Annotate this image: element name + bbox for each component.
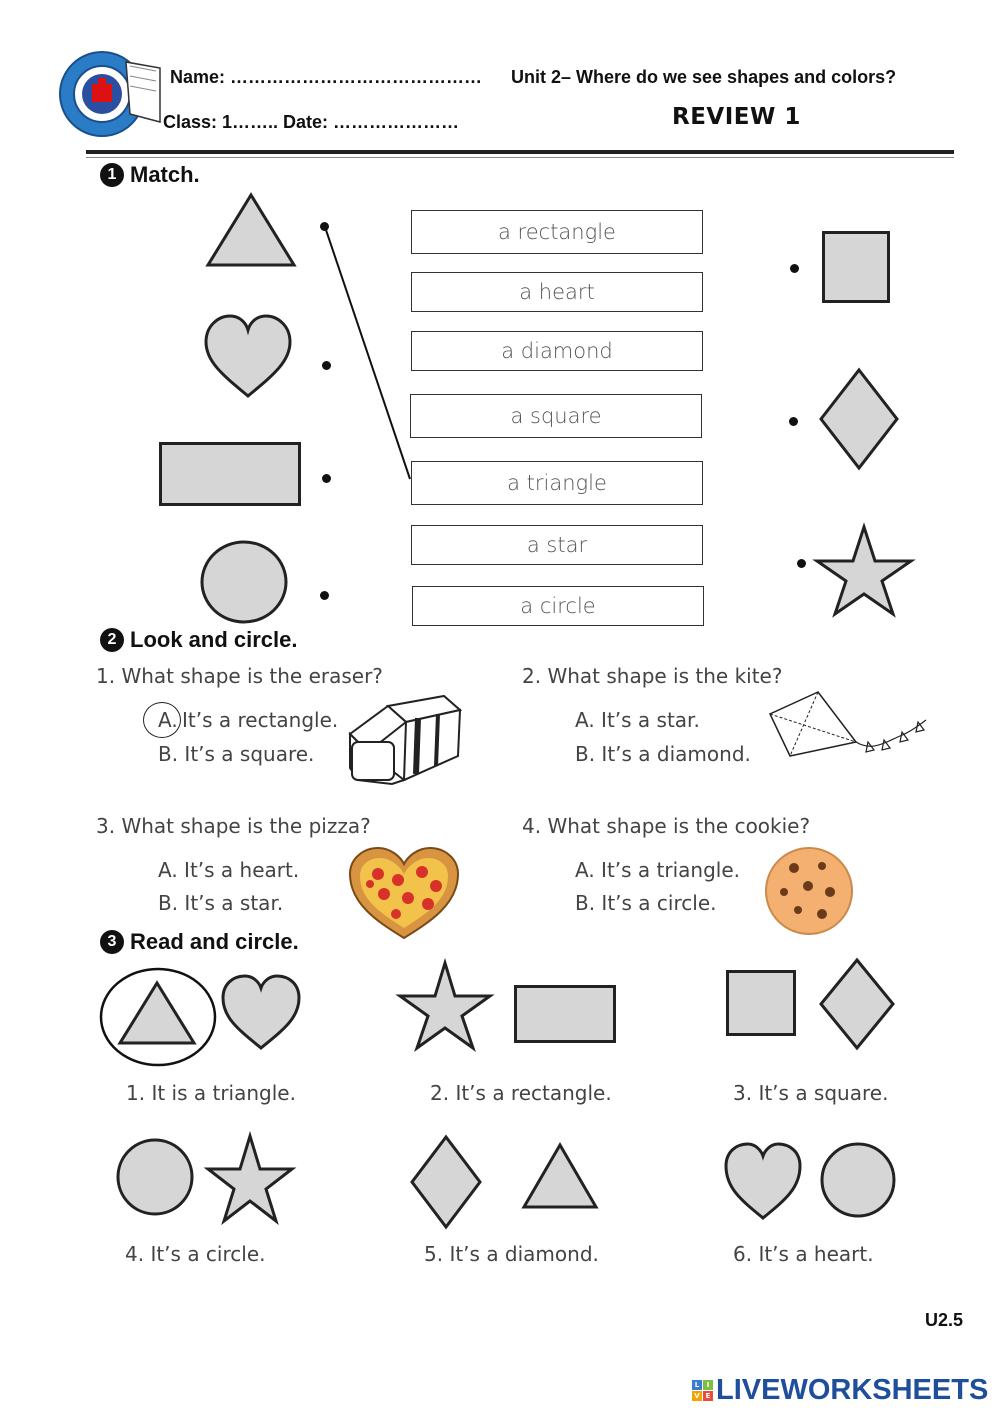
question-1: 1. What shape is the eraser? [96,664,383,688]
word-box-rectangle[interactable]: a rectangle [411,210,703,254]
caption-5: 5. It’s a diamond. [424,1242,599,1266]
word-box-square[interactable]: a square [410,394,702,438]
option-b[interactable]: B. It’s a square. [158,742,315,766]
option-a[interactable]: A. It’s a heart. [158,858,300,882]
section-number: 1 [100,163,124,187]
word-box-triangle[interactable]: a triangle [411,461,703,505]
brand-badge [692,1380,713,1401]
word-box-heart[interactable]: a heart [411,272,703,312]
caption-6: 6. It’s a heart. [733,1242,874,1266]
heart-icon[interactable] [724,1142,802,1220]
square-icon[interactable] [726,970,796,1036]
caption-3: 3. It’s a square. [733,1081,889,1105]
word-box-diamond[interactable]: a diamond [411,331,703,371]
triangle-icon[interactable] [521,1142,599,1210]
header-divider-thin [86,157,954,158]
rectangle-icon[interactable] [514,985,616,1043]
class-date-field[interactable]: Class: 1…….. Date: ………………… [163,112,460,132]
star-icon [815,524,913,616]
rectangle-icon [159,442,302,506]
pizza-icon [348,846,460,940]
option-b[interactable]: B. It’s a star. [158,891,284,915]
section-number: 2 [100,628,124,652]
brand-badge-i: I [703,1380,713,1390]
match-dot[interactable] [797,559,806,568]
question-2: 2. What shape is the kite? [522,664,783,688]
diamond-icon[interactable] [819,958,895,1050]
cookie-icon [764,846,854,936]
diamond-icon [819,368,899,470]
section-number: 3 [100,930,124,954]
triangle-icon [205,192,297,268]
liveworksheets-logo [692,1374,988,1407]
caption-1: 1. It is a triangle. [126,1081,296,1105]
caption-2: 2. It’s a rectangle. [430,1081,612,1105]
header-divider [86,150,954,154]
section-2-heading [100,627,298,653]
caption-4: 4. It’s a circle. [125,1242,266,1266]
section-title: Look and circle. [130,627,298,652]
kite-icon [768,690,928,766]
match-dot[interactable] [320,591,329,600]
star-icon[interactable] [206,1133,294,1223]
question-3: 3. What shape is the pizza? [96,814,371,838]
option-a-letter[interactable]: A. [158,708,178,732]
question-4: 4. What shape is the cookie? [522,814,811,838]
circle-icon[interactable] [116,1138,196,1218]
circle-icon [200,540,290,624]
page-code: U2.5 [925,1310,964,1330]
match-dot[interactable] [789,417,798,426]
option-a[interactable]: A. It’s a star. [575,708,700,732]
option-b[interactable]: B. It’s a diamond. [575,742,751,766]
brand-badge-l: L [692,1380,702,1390]
section-1-heading [100,162,200,188]
brand-badge-v: V [692,1391,702,1401]
eraser-icon [348,694,462,786]
brand-badge-e: E [703,1391,713,1401]
section-title: Match. [130,162,200,187]
triangle-icon[interactable] [117,980,197,1046]
match-line [322,224,414,482]
match-dot[interactable] [790,264,799,273]
review-title: REVIEW 1 [672,104,801,130]
option-b[interactable]: B. It’s a circle. [575,891,717,915]
diamond-icon[interactable] [410,1135,482,1229]
heart-icon [204,314,292,398]
word-box-circle[interactable]: a circle [412,586,704,626]
word-box-star[interactable]: a star [411,525,703,565]
name-field[interactable]: Name: …………………………………… [170,67,483,87]
star-icon[interactable] [398,960,492,1050]
brand-name: LIVEWORKSHEETS [716,1374,989,1406]
option-a[interactable]: A. It’s a triangle. [575,858,740,882]
heart-icon[interactable] [221,974,301,1050]
square-icon [822,231,890,303]
section-3-heading [100,929,299,955]
circle-icon[interactable] [820,1142,898,1220]
unit-title: Unit 2– Where do we see shapes and colors? [511,67,897,87]
school-logo [56,44,164,142]
section-title: Read and circle. [130,929,299,954]
option-a[interactable]: It’s a rectangle. [182,708,339,732]
